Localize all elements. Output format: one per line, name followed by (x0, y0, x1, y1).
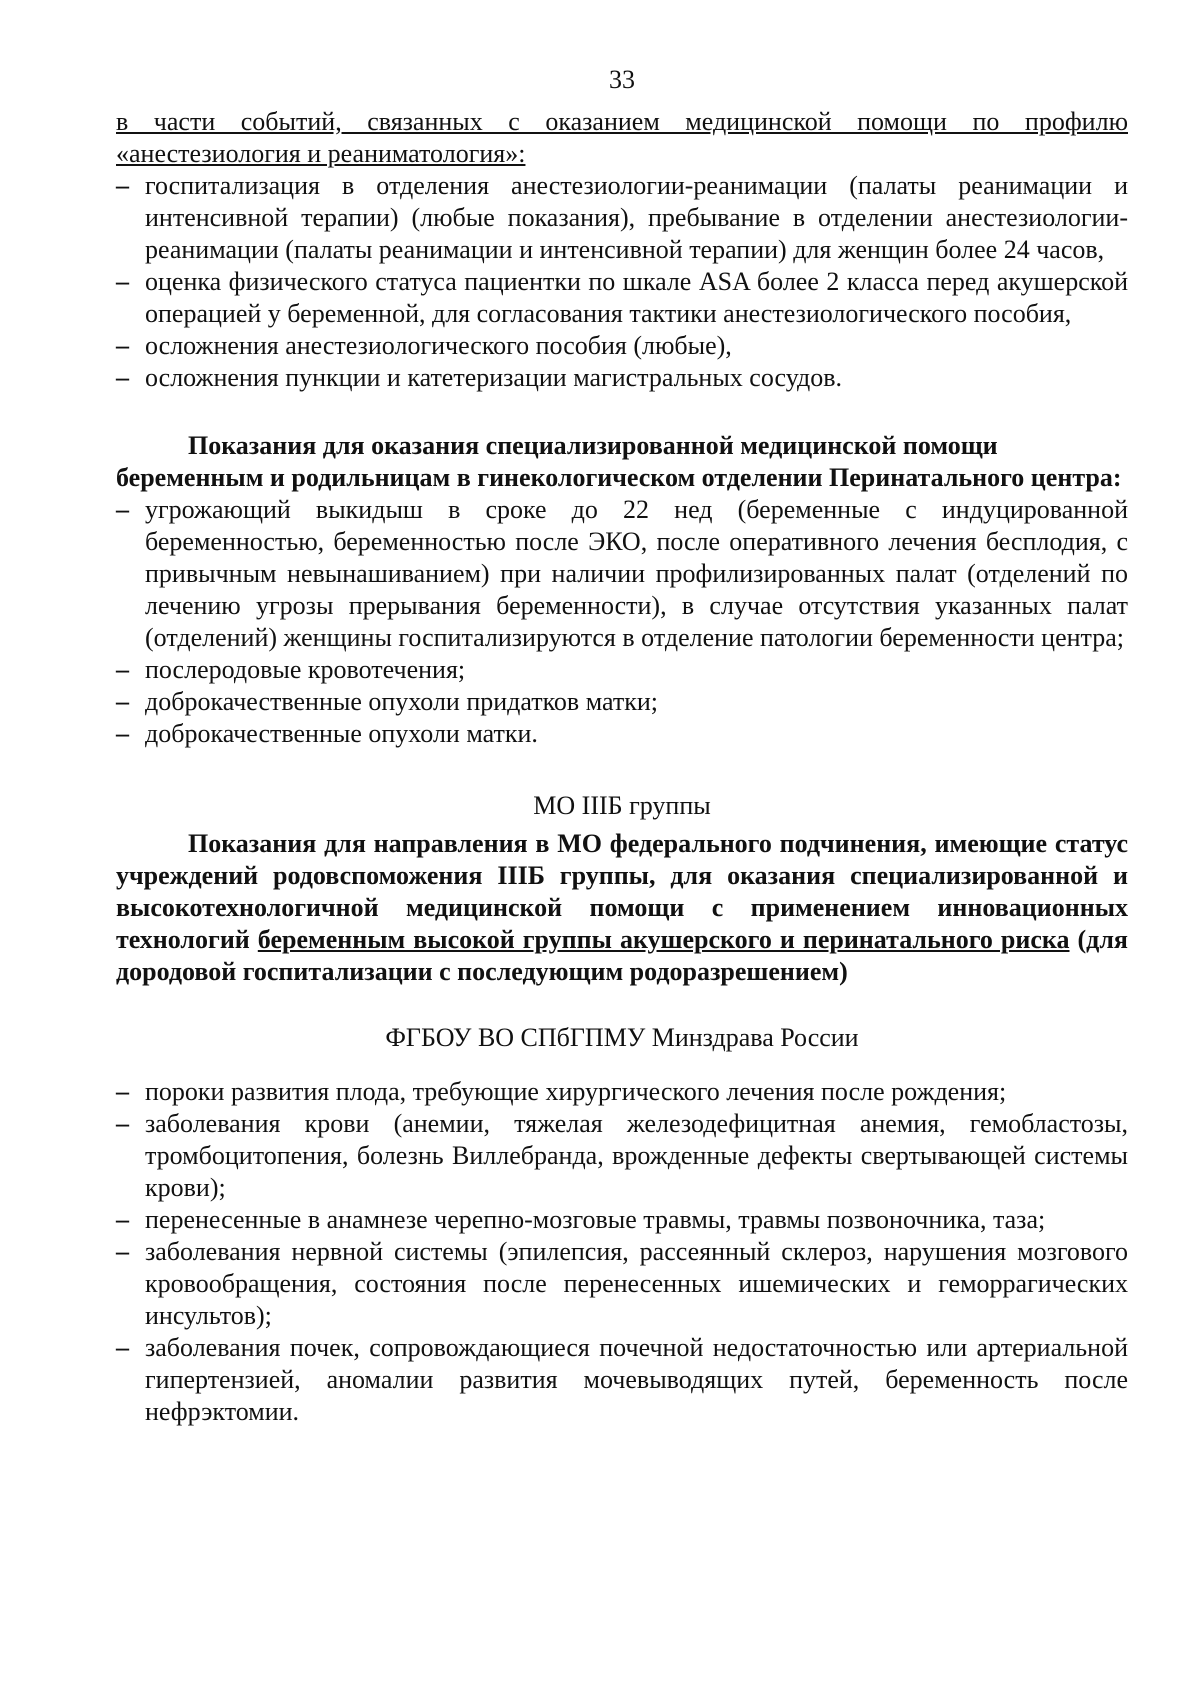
list-item: – доброкачественные опухоли придатков матки; (116, 686, 1128, 718)
anesthesiology-intro: в части событий, связанных с оказанием медицинской помощи по профилю «анестезиология и реаниматология»: (116, 107, 1128, 168)
heading-underlined-text: беременным высокой группы акушерского и перинатального риска (257, 925, 1070, 954)
list-item: – осложнения пункции и катетеризации магистральных сосудов. (116, 362, 1128, 394)
list-item: – угрожающий выкидыш в сроке до 22 нед (беременные с индуцированной беременностью, беременностью после ЭКО, после оперативного лечения бесплодия, с привычным невынашиванием) при наличии профилизированных палат (отделений по лечению угрозы прерывания беременности), в случае отсутствия указанных палат (отделений) женщины госпитализируются в отделение патологии беременности центра; (116, 494, 1128, 654)
indications-list (116, 1076, 1128, 1428)
list-item: – заболевания почек, сопровождающиеся почечной недостаточностью или артериальной гипертензией, аномалии развития мочевыводящих путей, беременность после нефрэктомии. (116, 1332, 1128, 1428)
heading-text: Показания для направления в МО федерального подчинения, имеющие статус учреждений родовспоможения IIIБ группы, для оказания специализированной и высокотехнологичной медицинской помощи с применением инновационных технологий (116, 829, 1128, 954)
organization-name: ФГБОУ ВО СПбГПМУ Минздрава России (385, 1023, 859, 1052)
federal-referral-heading (116, 828, 1128, 988)
list-item: – пороки развития плода, требующие хирургического лечения после рождения; (116, 1076, 1128, 1108)
list-item: – оценка физического статуса пациентки по шкале ASA более 2 класса перед акушерской операцией у беременной, для согласования тактики анестезиологического пособия, (116, 266, 1128, 330)
list-item: – доброкачественные опухоли матки. (116, 718, 1128, 750)
gynecology-list (116, 494, 1128, 750)
list-item: – госпитализация в отделения анестезиологии-реанимации (палаты реанимации и интенсивной терапии) (любые показания), пребывание в отделении анестезиологии-реанимации (палаты реанимации и интенсивной терапии) для женщин более 24 часов, (116, 170, 1128, 266)
list-item: – осложнения анестезиологического пособия (любые), (116, 330, 1128, 362)
page-number: 33 (609, 65, 635, 94)
list-item: – заболевания крови (анемии, тяжелая железодефицитная анемия, гемобластозы, тромбоцитопения, болезнь Виллебранда, врожденные дефекты свертывающей системы крови); (116, 1108, 1128, 1204)
list-item: – заболевания нервной системы (эпилепсия, рассеянный склероз, нарушения мозгового кровообращения, состояния после перенесенных ишемических и геморрагических инсультов); (116, 1236, 1128, 1332)
page-content (116, 64, 1128, 1428)
anesthesiology-list (116, 170, 1128, 394)
gynecology-heading: Показания для оказания специализированной медицинской помощи беременным и родильницам в гинекологическом отделении Перинатального центра: (116, 431, 1122, 492)
list-item: – послеродовые кровотечения; (116, 654, 1128, 686)
heading-text-end: (для дородовой госпитализации с последующим родоразрешением) (116, 925, 1128, 986)
list-item: – перенесенные в анамнезе черепно-мозговые травмы, травмы позвоночника, таза; (116, 1204, 1128, 1236)
group-title: МО IIIБ группы (533, 791, 711, 820)
